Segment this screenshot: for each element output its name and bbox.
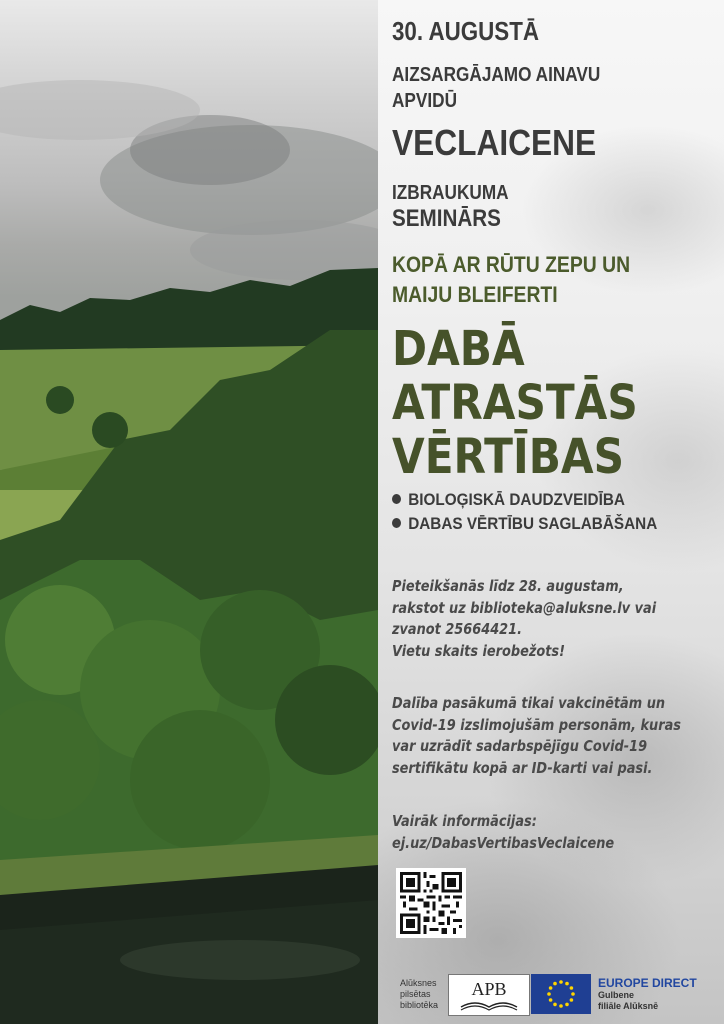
- speakers: [392, 250, 630, 310]
- europe-direct-sub-line-2: filiāle Alūksnē: [598, 1001, 659, 1011]
- event-date: 30. AUGUSTĀ: [392, 16, 540, 46]
- topic-list: [392, 488, 687, 536]
- covid-line-4: sertifikātu kopā ar ID-karti vai pasi.: [392, 758, 653, 777]
- europe-direct-logo: [598, 976, 697, 1012]
- topic-label: BIOLOĢISKĀ DAUDZVEIDĪBA: [408, 490, 625, 509]
- main-title: [392, 322, 638, 484]
- covid-line-2: Covid-19 izslimojušām personām, kuras: [392, 715, 681, 734]
- covid-line-3: var uzrādīt sadarbspējīgu Covid-19: [392, 737, 648, 755]
- more-info-label: Vairāk informācijas:: [392, 812, 537, 830]
- europe-direct-sub-line-1: Gulbene: [598, 990, 635, 1000]
- protected-area-line-2: APVIDŪ: [392, 90, 457, 112]
- main-title-line-3: VĒRTĪBAS: [392, 429, 625, 485]
- speakers-line-1: KOPĀ AR RŪTU ZEPU UN: [392, 252, 631, 277]
- bullet-icon: [392, 494, 401, 504]
- list-item: [392, 512, 657, 536]
- protected-area-line-1: AIZSARGĀJAMO AINAVU: [392, 64, 601, 86]
- main-title-line-2: ATRASTĀS: [392, 375, 638, 431]
- event-type: [392, 180, 509, 232]
- speakers-line-2: MAIJU BLEIFERTI: [392, 282, 558, 307]
- registration-info: [392, 576, 722, 662]
- bullet-icon: [392, 518, 401, 528]
- apb-logo-icon: [448, 974, 530, 1016]
- europe-direct-title: EUROPE DIRECT: [598, 976, 697, 990]
- topic-label: DABAS VĒRTĪBU SAGLABĀŠANA: [408, 514, 658, 533]
- covid-line-1: Dalība pasākumā tikai vakcinētām un: [392, 694, 666, 712]
- event-type-line-1: IZBRAUKUMA: [392, 182, 509, 204]
- library-line-3: bibliotēka: [400, 1000, 439, 1010]
- partner-logos: [378, 968, 724, 1024]
- info-panel: [378, 0, 724, 1024]
- library-name: [400, 978, 438, 1011]
- protected-area-label: [392, 62, 600, 114]
- registration-line-2[interactable]: rakstot uz biblioteka@aluksne.lv vai: [392, 598, 657, 617]
- apb-logo-text: APB: [471, 979, 507, 999]
- registration-line-1: Pieteikšanās līdz 28. augustam,: [392, 577, 624, 595]
- library-line-1: Alūksnes: [400, 978, 437, 988]
- registration-line-3: zvanot 25664421.: [392, 620, 523, 638]
- eu-flag-icon: [531, 974, 591, 1014]
- europe-direct-subtitle: [598, 990, 697, 1012]
- more-info: [392, 811, 722, 854]
- event-type-line-2: SEMINĀRS: [392, 205, 501, 232]
- place-name: VECLAICENE: [392, 122, 597, 163]
- registration-line-4: Vietu skaits ierobežots!: [392, 641, 565, 660]
- library-line-2: pilsētas: [400, 989, 431, 999]
- covid-notice: [392, 693, 722, 779]
- main-title-line-1: DABĀ: [392, 321, 525, 377]
- list-item: [392, 488, 657, 512]
- qr-code-icon[interactable]: [396, 868, 466, 938]
- more-info-link[interactable]: ej.uz/DabasVertibasVeclaicene: [392, 833, 615, 852]
